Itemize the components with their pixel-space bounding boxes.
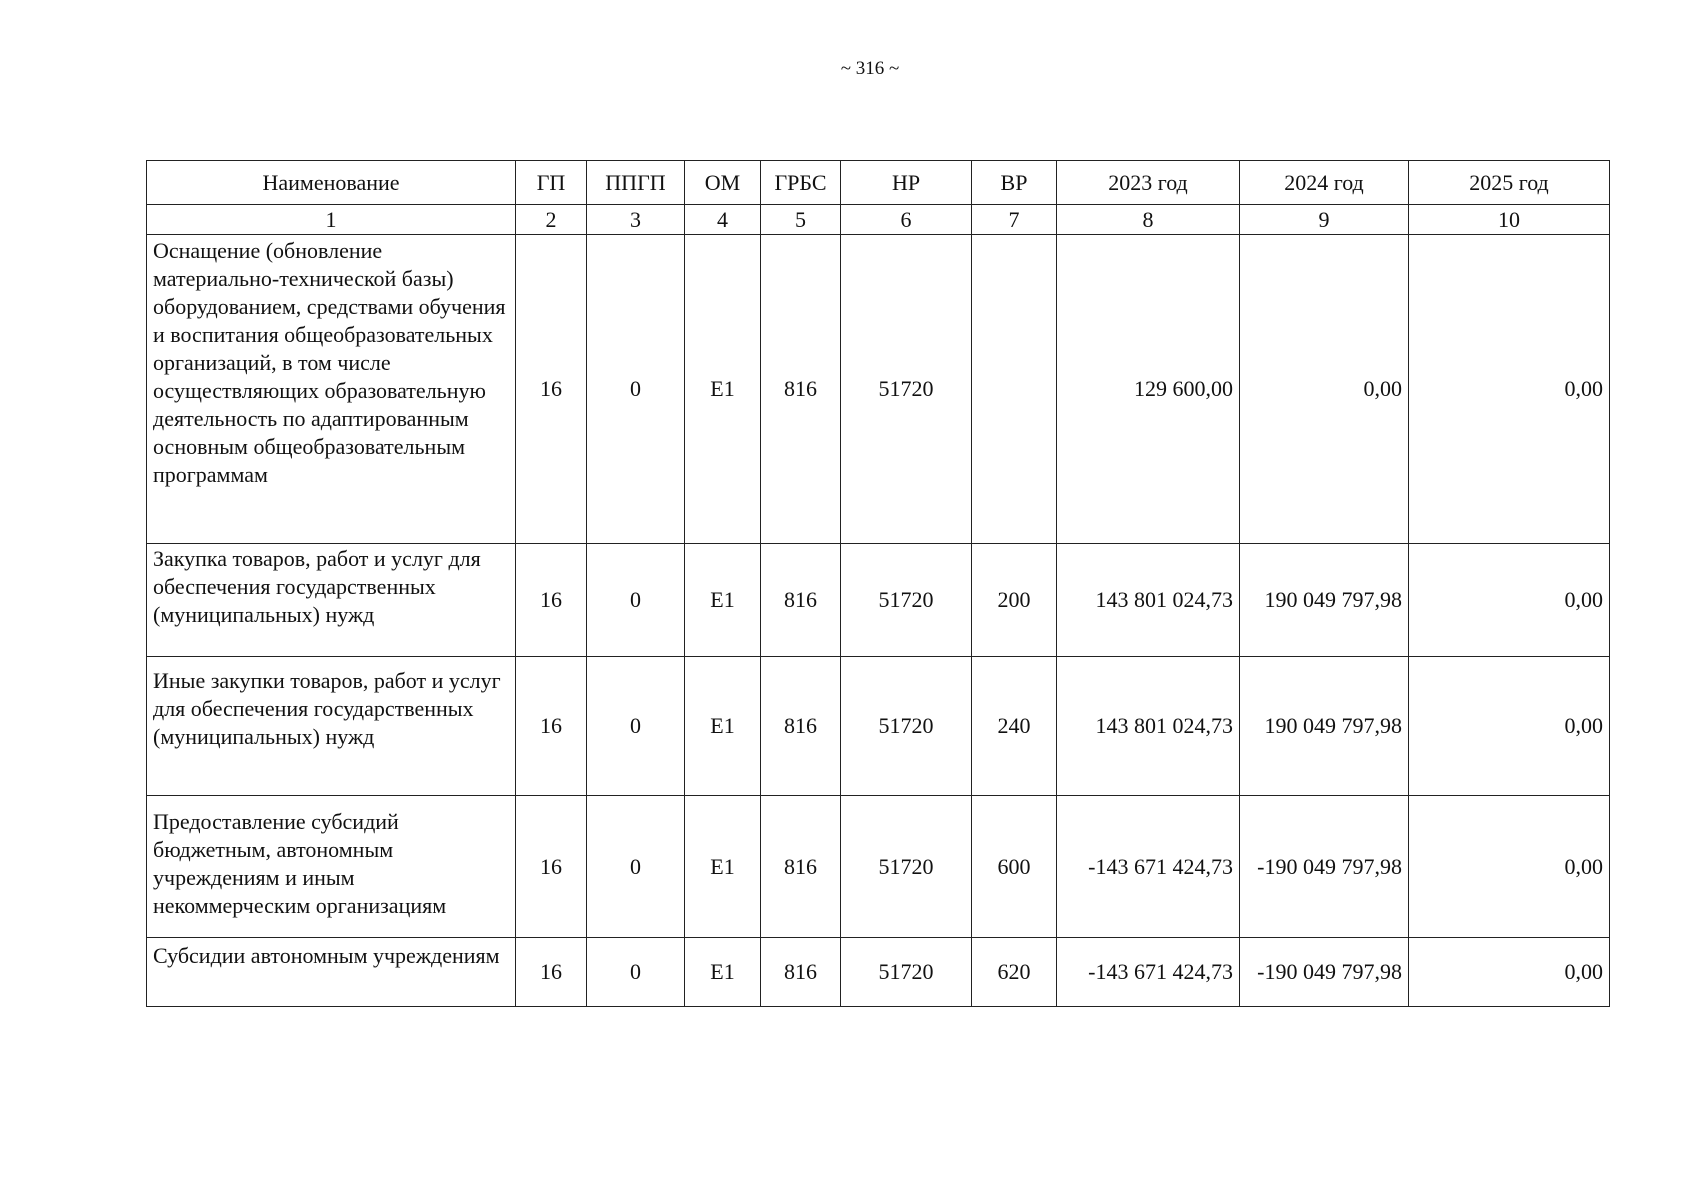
- cell-2025: 0,00: [1409, 796, 1610, 938]
- header-2025: 2025 год: [1409, 161, 1610, 205]
- cell-nr: 51720: [841, 235, 972, 544]
- cell-2023: 143 801 024,73: [1057, 544, 1240, 657]
- cell-vr: 620: [972, 938, 1057, 1007]
- cell-ppgp: 0: [587, 657, 685, 796]
- cell-om: Е1: [685, 796, 761, 938]
- column-number: 6: [841, 205, 972, 235]
- cell-gp: 16: [516, 657, 587, 796]
- cell-2025: 0,00: [1409, 235, 1610, 544]
- cell-grbs: 816: [761, 657, 841, 796]
- cell-2024: 190 049 797,98: [1240, 544, 1409, 657]
- table-row: [147, 235, 1610, 544]
- column-number: 3: [587, 205, 685, 235]
- cell-nr: 51720: [841, 657, 972, 796]
- cell-gp: 16: [516, 544, 587, 657]
- page-number: ~ 316 ~: [840, 58, 900, 79]
- cell-gp: 16: [516, 938, 587, 1007]
- header-gp: ГП: [516, 161, 587, 205]
- cell-gp: 16: [516, 796, 587, 938]
- cell-2023: 129 600,00: [1057, 235, 1240, 544]
- column-number: 5: [761, 205, 841, 235]
- header-om: ОМ: [685, 161, 761, 205]
- column-number: 4: [685, 205, 761, 235]
- cell-name: Субсидии автономным учреждениям: [147, 938, 516, 1007]
- header-grbs: ГРБС: [761, 161, 841, 205]
- table-row: [147, 796, 1610, 938]
- cell-name: Иные закупки товаров, работ и услуг для обеспечения государственных (муниципальных) нужд: [147, 657, 516, 796]
- cell-grbs: 816: [761, 938, 841, 1007]
- cell-ppgp: 0: [587, 796, 685, 938]
- cell-2025: 0,00: [1409, 657, 1610, 796]
- cell-2024: 0,00: [1240, 235, 1409, 544]
- cell-grbs: 816: [761, 544, 841, 657]
- column-number-row: [147, 205, 1610, 235]
- header-2023: 2023 год: [1057, 161, 1240, 205]
- cell-name: Оснащение (обновление материально-технической базы) оборудованием, средствами обучения и воспитания общеобразовательных организаций, в том числе осуществляющих образовательную деятельность по адаптированным основным общеобразовательным программам: [147, 235, 516, 544]
- header-nr: НР: [841, 161, 972, 205]
- cell-ppgp: 0: [587, 544, 685, 657]
- cell-nr: 51720: [841, 544, 972, 657]
- column-number: 8: [1057, 205, 1240, 235]
- cell-ppgp: 0: [587, 938, 685, 1007]
- budget-table: [146, 160, 1610, 1007]
- column-number: 10: [1409, 205, 1610, 235]
- header-name: Наименование: [147, 161, 516, 205]
- cell-2024: -190 049 797,98: [1240, 796, 1409, 938]
- header-row: [147, 161, 1610, 205]
- cell-2024: -190 049 797,98: [1240, 938, 1409, 1007]
- cell-om: Е1: [685, 938, 761, 1007]
- cell-vr: 200: [972, 544, 1057, 657]
- cell-om: Е1: [685, 544, 761, 657]
- cell-2025: 0,00: [1409, 938, 1610, 1007]
- cell-vr: [972, 235, 1057, 544]
- column-number: 9: [1240, 205, 1409, 235]
- header-vr: ВР: [972, 161, 1057, 205]
- cell-vr: 240: [972, 657, 1057, 796]
- cell-2024: 190 049 797,98: [1240, 657, 1409, 796]
- cell-gp: 16: [516, 235, 587, 544]
- cell-2023: 143 801 024,73: [1057, 657, 1240, 796]
- table-row: [147, 938, 1610, 1007]
- cell-name: Закупка товаров, работ и услуг для обеспечения государственных (муниципальных) нужд: [147, 544, 516, 657]
- cell-vr: 600: [972, 796, 1057, 938]
- table-row: [147, 657, 1610, 796]
- column-number: 2: [516, 205, 587, 235]
- cell-grbs: 816: [761, 796, 841, 938]
- table-row: [147, 544, 1610, 657]
- header-2024: 2024 год: [1240, 161, 1409, 205]
- column-number: 1: [147, 205, 516, 235]
- cell-om: Е1: [685, 657, 761, 796]
- cell-2023: -143 671 424,73: [1057, 796, 1240, 938]
- column-number: 7: [972, 205, 1057, 235]
- cell-name: Предоставление субсидий бюджетным, автономным учреждениям и иным некоммерческим организациям: [147, 796, 516, 938]
- cell-nr: 51720: [841, 938, 972, 1007]
- cell-grbs: 816: [761, 235, 841, 544]
- cell-nr: 51720: [841, 796, 972, 938]
- cell-om: Е1: [685, 235, 761, 544]
- cell-2023: -143 671 424,73: [1057, 938, 1240, 1007]
- header-ppgp: ППГП: [587, 161, 685, 205]
- cell-ppgp: 0: [587, 235, 685, 544]
- cell-2025: 0,00: [1409, 544, 1610, 657]
